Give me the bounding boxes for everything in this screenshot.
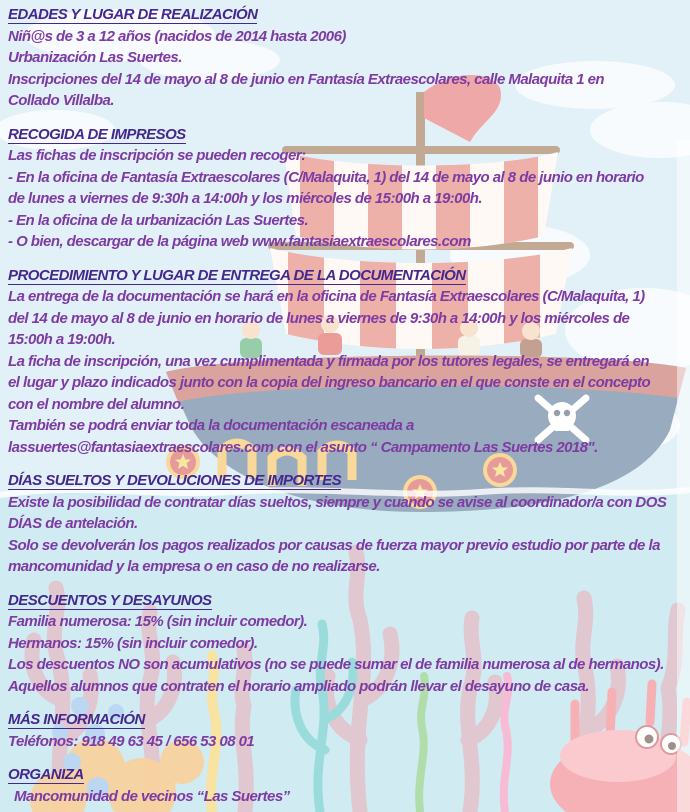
text-line: - En la oficina de Fantasía Extraescolares (C/Malaquita, 1) del 14 de mayo al 8 de junio en horario (8, 168, 644, 186)
section-heading: MÁS INFORMACIÓN (8, 711, 145, 728)
section-heading: DESCUENTOS Y DESAYUNOS (8, 591, 212, 609)
text-line: Las fichas de inscripción se pueden recoger: (8, 147, 306, 164)
text-line: el lugar y plazo indicados junto con la copia del ingreso bancario en el que conste en el concepto (8, 374, 651, 391)
section-organiza (8, 764, 688, 807)
section-edades-y-lugar-de-realizacion (8, 4, 688, 112)
text-line: La entrega de la documentación se hará en la oficina de Fantasía Extraescolares (C/Malaquita, 1) (8, 288, 645, 305)
text-line-email-address: lassuertes@fantasiaextraescolares.com con el asunto “ Campamento Las Suertes 2018". (8, 438, 598, 456)
section-mas-informacion (8, 709, 688, 752)
text-line: con el nombre del alumno. (8, 395, 185, 413)
section-heading: RECOGIDA DE IMPRESOS (8, 125, 186, 143)
section-dias-sueltos-y-devoluciones (8, 470, 688, 578)
section-heading: DÍAS SUELTOS Y DEVOLUCIONES DE IMPORTES (8, 472, 342, 489)
text-line: Los descuentos NO son acumulativos (no se puede sumar el de familia numerosa al de hermanos). (8, 656, 664, 673)
text-line: Solo se devolverán los pagos realizados por causas de fuerza mayor previo estudio por parte de la (8, 536, 660, 554)
text-line: mancomunidad y la empresa o en caso de no realizarse. (8, 558, 380, 575)
text-line: También se podrá enviar toda la documentación escaneada a (8, 417, 414, 434)
text-line: de lunes a viernes de 9:30h a 14:00h y los miércoles de 15:00h a 19:00h. (8, 190, 482, 207)
text-line: - En la oficina de la urbanización Las Suertes. (8, 211, 309, 229)
section-heading: ORGANIZA (8, 766, 84, 783)
text-line: DÍAS de antelación. (8, 515, 138, 532)
text-line: Collado Villalba. (8, 92, 114, 109)
section-descuentos-y-desayunos (8, 590, 688, 698)
text-line: 15:00h a 19:00h. (8, 331, 116, 348)
section-heading: EDADES Y LUGAR DE REALIZACIÓN (8, 6, 258, 23)
text-line-website-url: - O bien, descargar de la página web www.fantasiaextraescolares.com (8, 233, 471, 250)
section-recogida-de-impresos (8, 124, 688, 253)
text-line-organizer: Mancomunidad de vecinos “Las Suertes” (14, 787, 290, 805)
text-line: Inscripciones del 14 de mayo al 8 de junio en Fantasía Extraescolares, calle Malaquita 1 en (8, 70, 605, 88)
text-line: Existe la posibilidad de contratar días sueltos, siempre y cuando se avise al coordinador/a con DOS (8, 493, 667, 511)
text-line: La ficha de inscripción, una vez cumplimentada y firmada por los tutores legales, se entregará en (8, 352, 650, 370)
section-heading: PROCEDIMIENTO Y LUGAR DE ENTREGA DE LA DOCUMENTACIÓN (8, 266, 466, 284)
text-line: Urbanización Las Suertes. (8, 49, 182, 66)
text-line: Niñ@s de 3 a 12 años (nacidos de 2014 hasta 2006) (8, 27, 346, 45)
text-line: del 14 de mayo al 8 de junio en horario de lunes a viernes de 9:30h a 14:00h y los miércoles de (8, 309, 630, 327)
text-line: Aquellos alumnos que contraten el horario ampliado podrán llevar el desayuno de casa. (8, 677, 589, 695)
text-line: Familia numerosa: 15% (sin incluir comedor). (8, 613, 308, 630)
text-line-phone-numbers: Teléfonos: 918 49 63 45 / 656 53 08 01 (8, 732, 255, 750)
section-procedimiento-entrega-documentacion (8, 265, 688, 459)
text-line: Hermanos: 15% (sin incluir comedor). (8, 634, 258, 652)
